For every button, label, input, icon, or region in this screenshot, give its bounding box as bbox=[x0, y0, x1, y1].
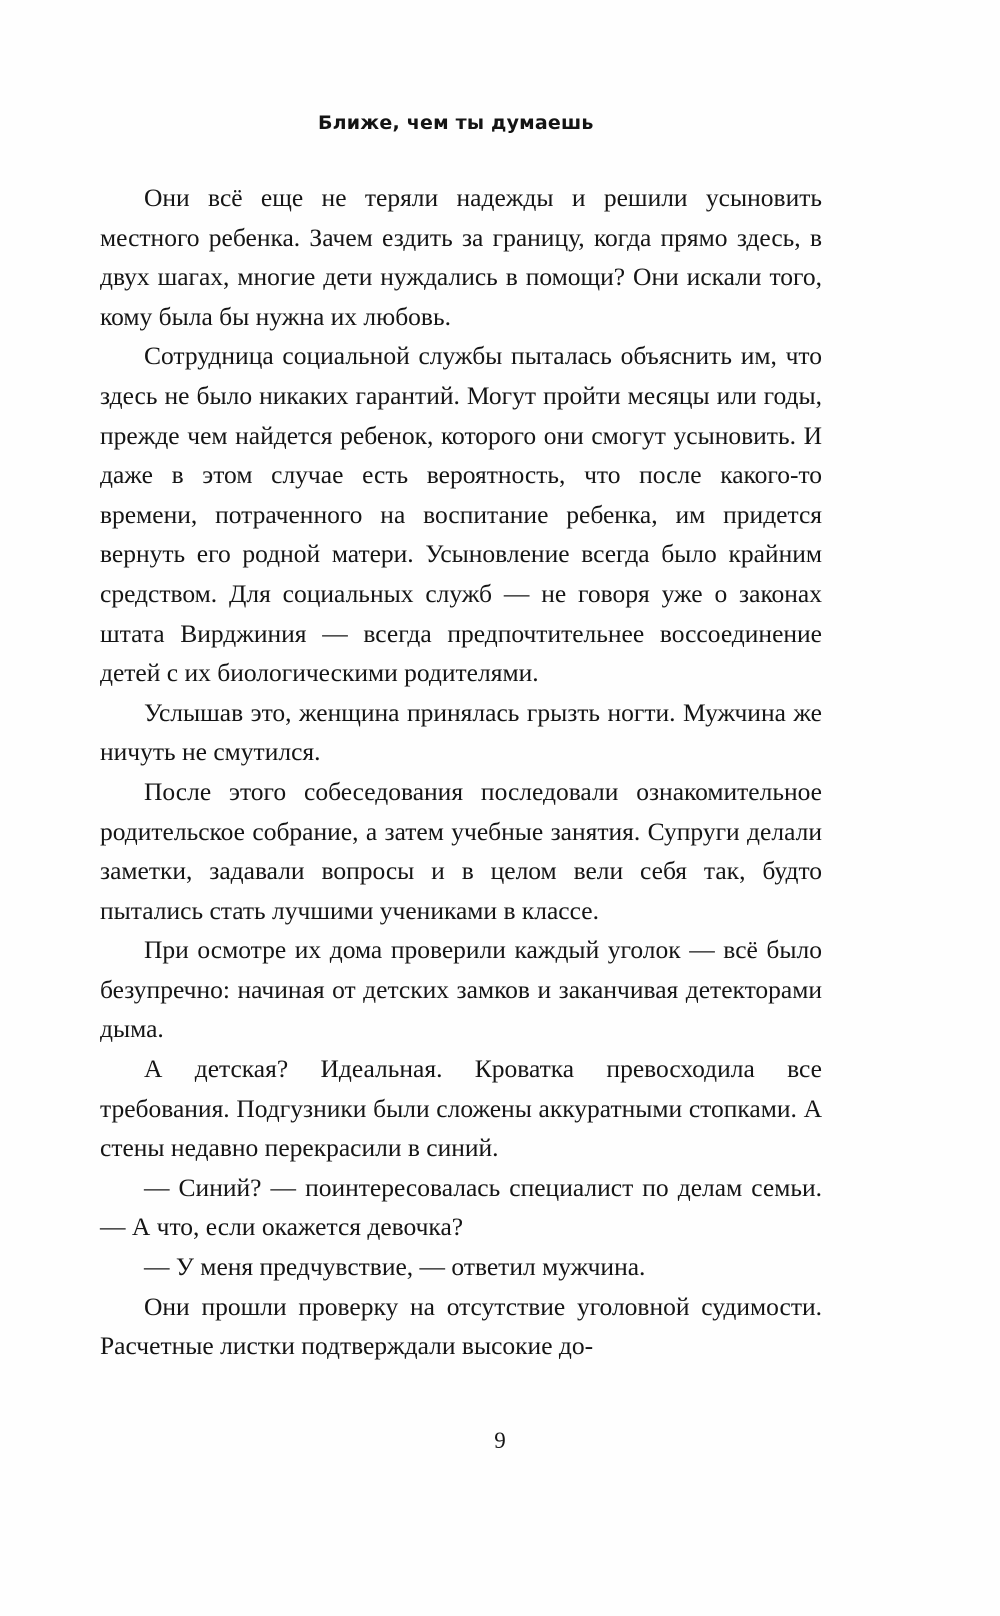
paragraph: Они прошли проверку на отсутствие уголовной судимости. Расчетные листки подтверждали высокие до- bbox=[100, 1291, 822, 1361]
paragraph: При осмотре их дома проверили каждый уголок — всё было безупречно: начиная от детских замков и заканчивая детекторами дыма. bbox=[100, 935, 822, 1044]
paragraph-dialogue: — У меня предчувствие, — ответил мужчина. bbox=[144, 1252, 646, 1282]
paragraph: Они всё еще не теряли надежды и решили усыновить местного ребенка. Зачем ездить за границу, когда прямо здесь, в двух шагах, многие дети нуждались в помощи? Они искали того, кому была бы нужна их любовь. bbox=[100, 183, 822, 331]
paragraph-dialogue: — Синий? — поинтересовалась специалист по делам семьи. — А что, если окажется девочка? bbox=[100, 1172, 822, 1242]
page-number: 9 bbox=[494, 1428, 506, 1453]
paragraph: Услышав это, женщина принялась грызть ногти. Мужчина же ничуть не смутился. bbox=[100, 697, 822, 767]
paragraph: После этого собеседования последовали ознакомительное родительское собрание, а затем учебные занятия. Супруги делали заметки, задавали вопросы и в целом вели себя так, будто пытались стать лучшими учениками в классе. bbox=[100, 776, 822, 925]
page-body-text bbox=[100, 178, 822, 1366]
paragraph: А детская? Идеальная. Кроватка превосходила все требования. Подгузники были сложены аккуратными стопками. А стены недавно перекрасили в синий. bbox=[100, 1054, 822, 1163]
paragraph: Сотрудница социальной службы пыталась объяснить им, что здесь не было никаких гарантий. Могут пройти месяцы или годы, прежде чем найдется ребенок, которого они смогут усыновить. И даже в этом случае есть вероятность, что после какого-то времени, потраченного на воспитание ребенка, им придется вернуть его родной матери. Усыновление всегда было крайним средством. Для социальных служб — не говоря уже о законах штата Вирджиния — всегда предпочтительнее воссоединение детей с их биологическими родителями. bbox=[100, 341, 822, 688]
running-head-title: Ближе, чем ты думаешь bbox=[318, 112, 594, 134]
